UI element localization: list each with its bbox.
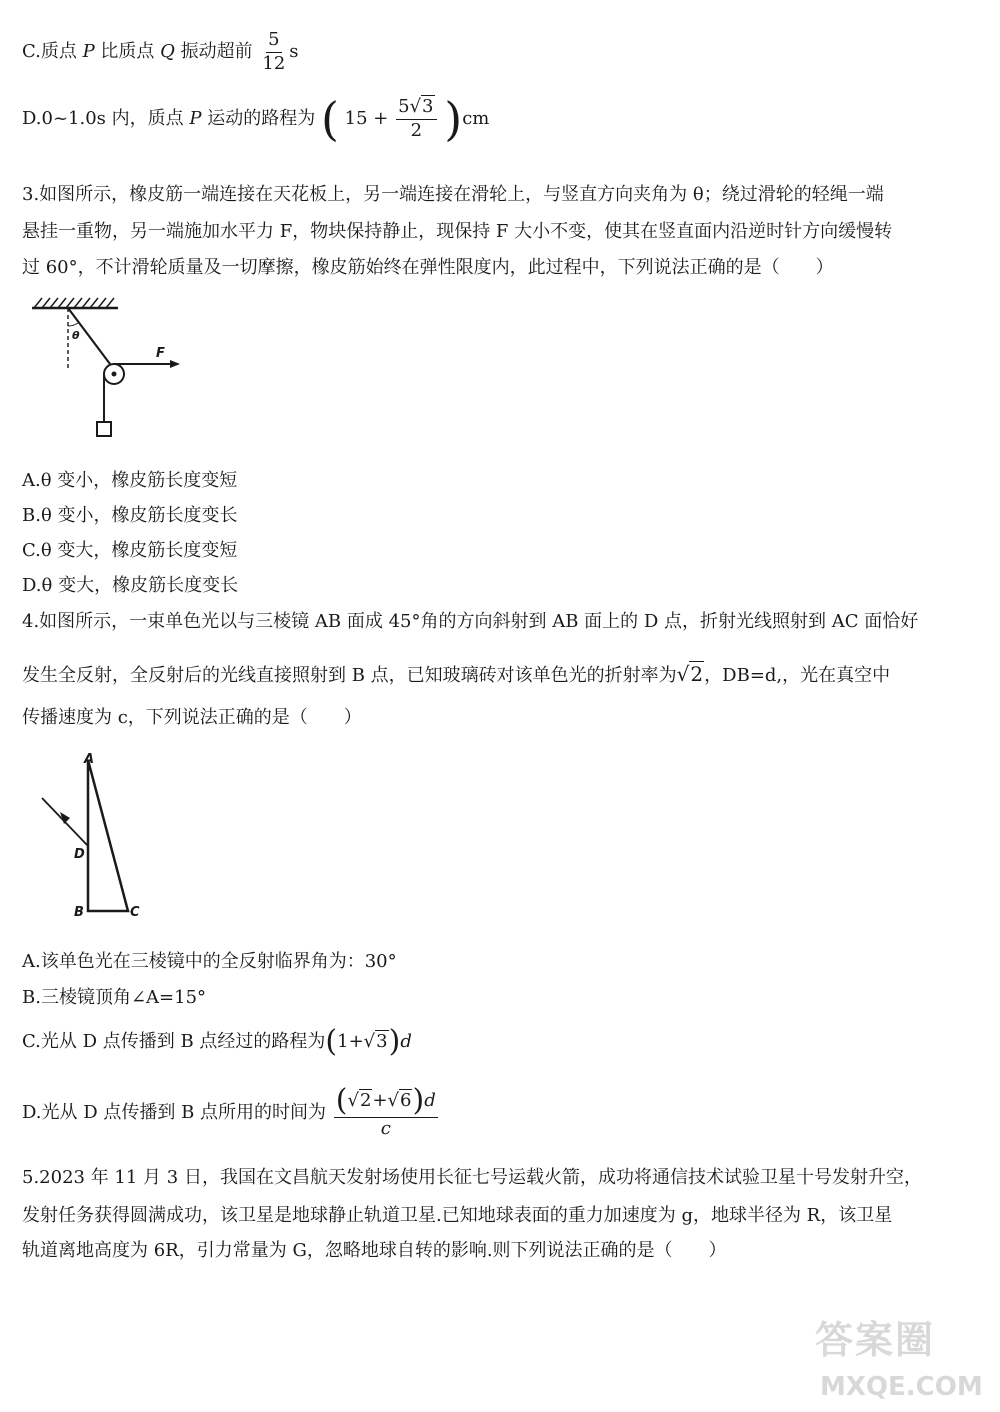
point-label-d: D [74,847,85,862]
q5-stem-line-3: 轨道离地高度为 6R，引力常量为 G，忽略地球自转的影响.则下列说法正确的是（ ） [22,1240,727,1261]
q4-stem-line-2: 发生全反射，全反射后的光线直接照射到 B 点，已知玻璃砖对该单色光的折射率为√2，DB=d,，光在真空中 [22,662,891,686]
theta-label: θ [72,329,80,342]
watermark-logo: 答案圈 [815,1318,936,1362]
fraction-5root3-2: $\frac{5√3}{2}$ [396,97,436,141]
q3-pulley-figure [20,290,190,450]
watermark-site: MXQE.COM [820,1372,983,1402]
q5-stem-line-1: 5.2023 年 11 月 3 日，我国在文昌航天发射场使用长征七号运载火箭，成功将通信技术试验卫星十号发射升空， [22,1167,922,1188]
q2-option-c: C.质点 P 比质点 Q 振动超前 $\frac{5}{12}$ s [22,29,299,74]
q3-option-b: B.θ 变小，橡皮筋长度变长 [22,505,238,526]
pulley-axle [112,372,117,377]
q3-stem-line-2: 悬挂一重物，另一端施加水平力 F，物块保持静止，现保持 F 大小不变，使其在竖直面内沿逆时针方向缓慢转 [22,221,893,242]
prism-triangle [88,760,128,911]
q3-stem-line-1: 3.如图所示，橡皮筋一端连接在天花板上，另一端连接在滑轮上，与竖直方向夹角为 θ；绕过滑轮的轻绳一端 [22,184,884,205]
fraction-time: $\frac{(√2+√6)d}{c}$ [335,1083,436,1139]
q3-option-a: A.θ 变小，橡皮筋长度变短 [22,470,238,491]
hanging-block [97,422,111,436]
q3-option-d: D.θ 变大，橡皮筋长度变长 [22,575,239,596]
sqrt-2: √2 [676,662,704,686]
q2-option-d: D.0~1.0s 内，质点 P 运动的路程为 ( 15 + $\frac{5√3}{2}$ )cm [22,92,490,146]
q4-stem-line-1: 4.如图所示，一束单色光以与三棱镜 AB 面成 45°角的方向斜射到 AB 面上的 D 点，折射光线照射到 AC 面恰好 [22,611,919,632]
q4-option-b: B.三棱镜顶角∠A=15° [22,987,207,1008]
q5-stem-line-2: 发射任务获得圆满成功，该卫星是地球静止轨道卫星.已知地球表面的重力加速度为 g，地球半径为 R，该卫星 [22,1205,893,1226]
q4-option-a: A.该单色光在三棱镜中的全反射临界角为：30° [22,951,397,972]
q3-option-c: C.θ 变大，橡皮筋长度变短 [22,540,238,561]
q4-option-d: D.光从 D 点传播到 B 点所用的时间为 $\frac{(√2+√6)d}{c}$ [22,1083,436,1139]
fraction-5-12: $\frac{5}{12}$ [262,29,286,74]
vertex-label-a: A [84,752,95,767]
ceiling-hatch [34,298,114,308]
vertex-label-c: C [130,905,140,920]
force-arrowhead [170,360,180,368]
q3-stem-line-3: 过 60°，不计滑轮质量及一切摩擦，橡皮筋始终在弹性限度内，此过程中，下列说法正确的是（ ） [22,257,834,278]
q4-prism-figure [30,750,160,925]
q4-stem-line-3: 传播速度为 c，下列说法正确的是（ ） [22,707,362,728]
theta-arc [68,323,78,326]
vertex-label-b: B [74,905,84,920]
force-label: F [156,346,165,361]
q4-option-c: C.光从 D 点传播到 B 点经过的路程为(1+√3)d [22,1024,412,1059]
